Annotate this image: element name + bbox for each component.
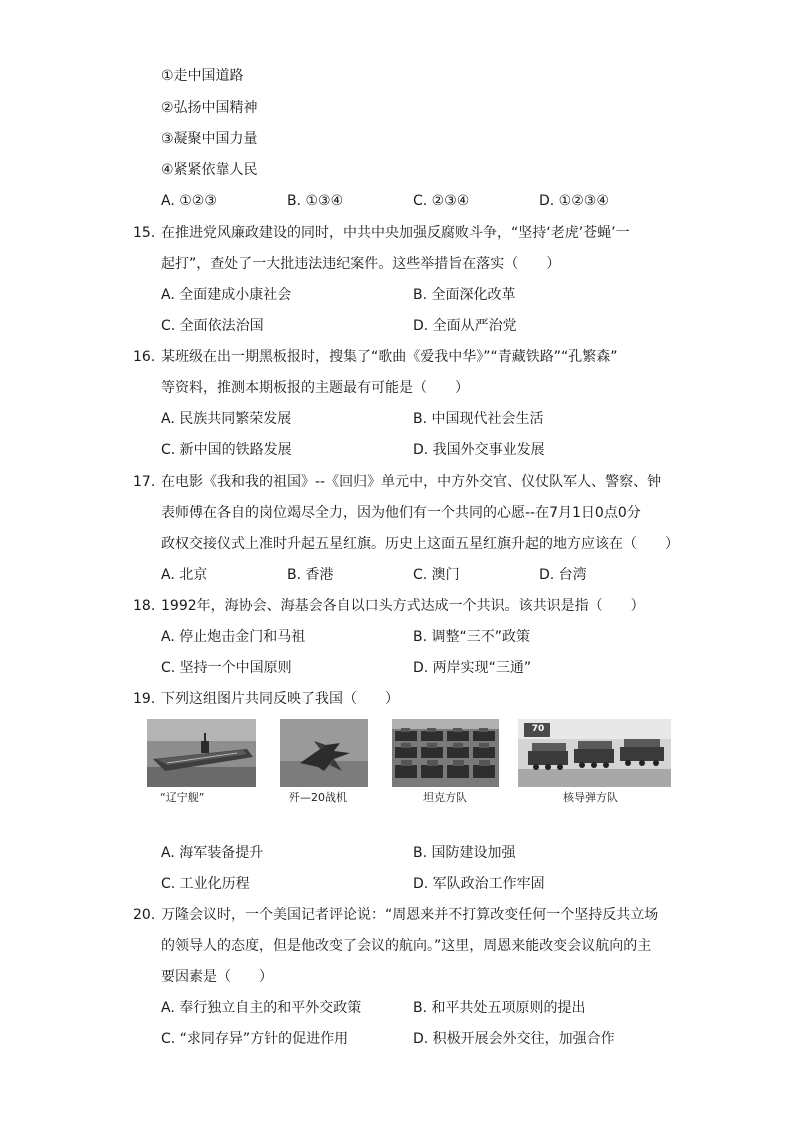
q18-option-c: C. 坚持一个中国原则 — [161, 660, 292, 676]
q15-option-b: B. 全面深化改革 — [413, 287, 516, 303]
q16-option-a: A. 民族共同繁荣发展 — [161, 411, 292, 427]
q17-option-d: D. 台湾 — [539, 567, 587, 583]
q19-number: 19. — [133, 691, 156, 707]
q15-stem-line-1: 在推进党风廉政建设的同时，中共中央加强反腐败斗争，“坚持‘老虎’苍蝇’一 — [161, 225, 630, 241]
q14-item-1: ①走中国道路 — [161, 68, 244, 84]
q17-stem-line-2: 表师傅在各自的岗位竭尽全力，因为他们有一个共同的心愿--在7月1日0点0分 — [161, 505, 641, 521]
q20-option-c: C. “求同存异”方针的促进作用 — [161, 1031, 349, 1047]
q16-option-b: B. 中国现代社会生活 — [413, 411, 544, 427]
q16-option-d: D. 我国外交事业发展 — [413, 442, 545, 458]
q16-stem-line-2: 等资料，推测本期板报的主题最有可能是（ ） — [161, 380, 469, 396]
q17-option-a: A. 北京 — [161, 567, 208, 583]
q15-number: 15. — [133, 225, 156, 241]
q16-number: 16. — [133, 349, 156, 365]
q18-option-a: A. 停止炮击金门和马祖 — [161, 629, 306, 645]
q17-option-c: C. 澳门 — [413, 567, 460, 583]
photo-banner-70: 70 — [531, 724, 545, 734]
caption-aircraft-carrier: “辽宁舰” — [160, 791, 205, 804]
caption-missile-formation: 核导弹方队 — [563, 791, 618, 804]
caption-j20-fighter: 歼—20战机 — [289, 791, 347, 804]
q17-number: 17. — [133, 474, 156, 490]
q18-option-b: B. 调整“三不”政策 — [413, 629, 531, 645]
q18-number: 18. — [133, 598, 156, 614]
q14-item-3: ③凝聚中国力量 — [161, 131, 258, 147]
q20-option-b: B. 和平共处五项原则的提出 — [413, 1000, 586, 1016]
q19-option-d: D. 军队政治工作牢固 — [413, 876, 545, 892]
q17-option-b: B. 香港 — [287, 567, 334, 583]
q17-stem-line-1: 在电影《我和我的祖国》--《回归》单元中，中方外交官、仪仗队军人、警察、钟 — [161, 474, 662, 490]
q14-option-b: B. ①③④ — [287, 193, 344, 209]
q19-option-a: A. 海军装备提升 — [161, 845, 264, 861]
q14-item-2: ②弘扬中国精神 — [161, 100, 258, 116]
q18-stem-line-1: 1992年，海协会、海基会各自以口头方式达成一个共识。该共识是指（ ） — [161, 598, 645, 614]
q19-stem-line-1: 下列这组图片共同反映了我国（ ） — [161, 691, 399, 707]
q20-stem-line-2: 的领导人的态度，但是他改变了会议的航向。”这里，周恩来能改变会议航向的主 — [161, 938, 652, 954]
photo-tank-formation — [392, 719, 499, 787]
photo-aircraft-carrier — [147, 719, 256, 787]
q14-item-4: ④紧紧依靠人民 — [161, 162, 258, 178]
q15-stem-line-2: 起打”，查处了一大批违法违纪案件。这些举措旨在落实（ ） — [161, 256, 561, 272]
q15-option-c: C. 全面依法治国 — [161, 318, 264, 334]
q20-option-d: D. 积极开展会外交往，加强合作 — [413, 1031, 615, 1047]
q14-option-c: C. ②③④ — [413, 193, 470, 209]
q14-option-d: D. ①②③④ — [539, 193, 609, 209]
caption-tank-formation: 坦克方队 — [423, 791, 467, 804]
photo-j20-fighter — [280, 719, 368, 787]
q20-stem-line-3: 要因素是（ ） — [161, 969, 273, 985]
q15-option-a: A. 全面建成小康社会 — [161, 287, 292, 303]
photo-missile-formation — [518, 719, 671, 787]
q15-option-d: D. 全面从严治党 — [413, 318, 517, 334]
q20-stem-line-1: 万隆会议时，一个美国记者评论说：“周恩来并不打算改变任何一个坚持反共立场 — [161, 907, 659, 923]
q16-stem-line-1: 某班级在出一期黑板报时，搜集了“歌曲《爱我中华》”“青藏铁路”“孔繁森” — [161, 349, 618, 365]
q17-stem-line-3: 政权交接仪式上准时升起五星红旗。历史上这面五星红旗升起的地方应该在（ ） — [161, 536, 679, 552]
q20-number: 20. — [133, 907, 156, 923]
q19-option-b: B. 国防建设加强 — [413, 845, 516, 861]
q20-option-a: A. 奉行独立自主的和平外交政策 — [161, 1000, 362, 1016]
q19-option-c: C. 工业化历程 — [161, 876, 250, 892]
q14-option-a: A. ①②③ — [161, 193, 217, 209]
q16-option-c: C. 新中国的铁路发展 — [161, 442, 292, 458]
q18-option-d: D. 两岸实现“三通” — [413, 660, 532, 676]
